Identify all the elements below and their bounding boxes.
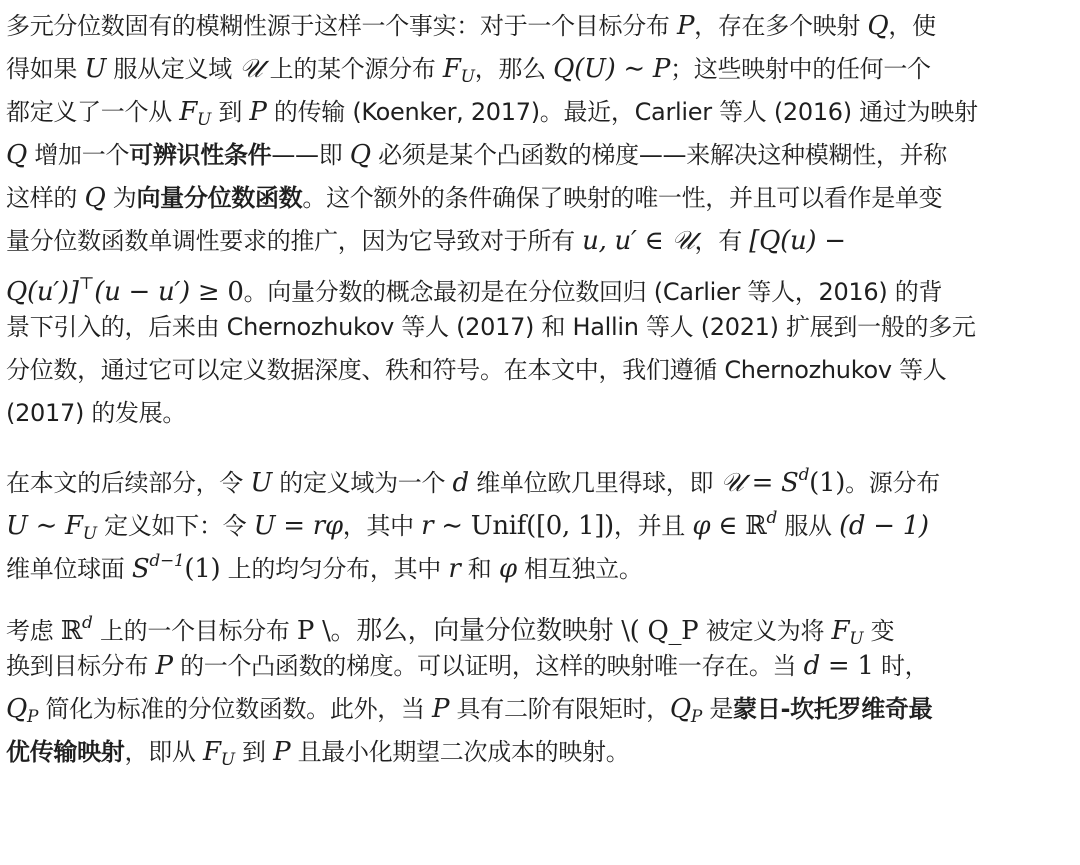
math-expression: Q: [867, 11, 889, 41]
math-expression: ℝ: [60, 616, 83, 646]
text-run: 在本文的后续部分，令: [6, 469, 251, 497]
math-expression: (1): [809, 468, 846, 498]
math-expression: 𝒰 = S: [720, 468, 799, 498]
text-run: ，即从: [124, 738, 203, 766]
text-run: 量分位数函数单调性要求的推广，因为它导致对于所有: [6, 227, 583, 255]
text-run: ，存在多个映射: [694, 12, 868, 40]
text-run: 这样的: [6, 184, 85, 212]
math-subscript: U: [82, 524, 97, 544]
math-expression: ℝ: [745, 511, 767, 541]
text-run: 必须是某个凸函数的梯度——来解决这种模糊性，并称: [370, 141, 947, 169]
text-line: [6, 349, 1072, 392]
math-expression: F: [179, 97, 197, 127]
math-expression: F: [831, 616, 850, 646]
math-expression: Q(u′)]: [6, 277, 79, 307]
math-expression: U: [250, 468, 272, 498]
math-subscript: U: [196, 110, 212, 130]
math-expression: Q: [669, 694, 691, 724]
math-superscript: d: [766, 508, 778, 528]
text-run: 具有二阶有限矩时，: [449, 695, 670, 723]
text-run: 服从定义域: [106, 55, 240, 83]
bold-term: 向量分位数函数: [136, 184, 303, 212]
text-line: [6, 263, 1072, 306]
text-run: 到: [211, 98, 250, 126]
text-run: 增加一个: [27, 141, 130, 169]
text-run: ，那么: [474, 55, 554, 83]
math-expression: (u − u′) ≥: [94, 277, 228, 307]
text-run: 换到目标分布: [6, 652, 156, 680]
text-run: 的一个凸函数的梯度。可以证明，这样的映射唯一存在。当: [172, 652, 804, 680]
text-run: ；这些映射中的任何一个: [670, 55, 931, 83]
text-run: 到: [234, 738, 274, 766]
math-superscript: d: [798, 465, 810, 485]
math-expression: r ∼: [421, 511, 471, 541]
text-run: 变: [863, 617, 895, 645]
text-run: 相互独立。: [516, 555, 643, 583]
text-line: [6, 5, 1072, 48]
text-run: 服从: [777, 512, 840, 540]
math-expression: 0: [227, 277, 244, 307]
text-run: 上的一个目标分布: [92, 617, 297, 645]
text-line: [6, 454, 1072, 497]
text-run: 且最小化期望二次成本的映射。: [290, 738, 630, 766]
math-expression: Q(U) ∼ P: [553, 54, 671, 84]
document-body: [6, 5, 1072, 774]
text-run: 维单位球面: [6, 555, 132, 583]
bold-term: 可辨识性条件: [129, 141, 272, 169]
text-run: 上的均匀分布，其中: [220, 555, 449, 583]
math-expression: 𝒰: [239, 54, 263, 84]
text-run: 是: [702, 695, 734, 723]
text-run: 的传输 (Koenker, 2017)。最近，Carlier 等人 (2016) 通过为映射: [266, 98, 978, 126]
math-expression: Unif([0, 1]): [470, 511, 614, 541]
math-expression: (1): [184, 554, 221, 584]
text-run: 维单位欧几里得球，即: [468, 469, 721, 497]
math-subscript: P: [690, 707, 703, 727]
text-run: ——即: [271, 141, 350, 169]
text-run: 上的某个源分布: [262, 55, 443, 83]
math-expression: d =: [803, 651, 858, 681]
math-expression: [Q(u) −: [749, 226, 846, 256]
paragraph-vector-quantile-ambiguity: [6, 5, 1072, 435]
math-expression: S: [131, 554, 150, 584]
bold-term: 蒙日-坎托罗维奇最: [733, 695, 933, 723]
math-expression: U = rφ: [253, 511, 343, 541]
text-run: 多元分位数固有的模糊性源于这样一个事实：对于一个目标分布: [6, 12, 677, 40]
text-run: 考虑: [6, 617, 61, 645]
text-run: 得如果: [6, 55, 85, 83]
text-line: [6, 731, 1072, 774]
math-expression: P \。那么，向量分位数映射 \( Q_P: [296, 616, 699, 646]
math-expression: Q: [349, 140, 371, 170]
text-run: 定义如下：令: [96, 512, 254, 540]
paragraph-source-distribution: [6, 454, 1072, 583]
math-expression: Q: [84, 183, 106, 213]
math-expression: P: [432, 694, 450, 724]
math-expression: F: [442, 54, 461, 84]
text-line: [6, 497, 1072, 544]
text-run: 简化为标准的分位数函数。此外，当: [38, 695, 433, 723]
math-expression: Q: [6, 140, 28, 170]
math-expression: φ: [498, 554, 517, 584]
text-run: ，使: [888, 12, 936, 40]
text-line: [6, 220, 1072, 263]
math-expression: P: [676, 11, 695, 41]
text-run: 景下引入的，后来由 Chernozhukov 等人 (2017) 和 Hallin 等人 (2021) 扩展到一般的多元: [6, 313, 976, 341]
math-subscript: P: [27, 707, 39, 727]
math-expression: U: [84, 54, 107, 84]
math-expression: r: [448, 554, 461, 584]
text-line: [6, 306, 1072, 349]
text-run: 和: [460, 555, 499, 583]
math-expression: F: [202, 737, 221, 767]
math-expression: (d − 1): [839, 511, 929, 541]
math-superscript: d: [82, 613, 93, 633]
text-line: [6, 540, 1072, 583]
text-run: 。这个额外的条件确保了映射的唯一性，并且可以看作是单变: [302, 184, 943, 212]
text-line: [6, 392, 1072, 435]
math-expression: 1: [857, 651, 874, 681]
math-expression: φ ∈: [692, 511, 746, 541]
math-expression: P: [249, 97, 267, 127]
text-run: 。源分布: [845, 469, 940, 497]
math-expression: P: [155, 651, 173, 681]
text-run: 的定义域为一个: [271, 469, 453, 497]
text-run: 都定义了一个从: [6, 98, 180, 126]
text-run: 被定义为将: [698, 617, 832, 645]
bold-term: 优传输映射: [6, 738, 125, 766]
text-line: [6, 48, 1072, 91]
text-run: (2017) 的发展。: [6, 399, 187, 427]
math-superscript: d−1: [149, 551, 185, 571]
text-line: [6, 645, 1072, 688]
text-run: ，有: [694, 227, 750, 255]
text-line: [6, 177, 1072, 220]
text-line: [6, 688, 1072, 731]
text-run: ，其中: [342, 512, 422, 540]
text-run: 。向量分数的概念最初是在分位数回归 (Carlier 等人，2016) 的背: [243, 278, 943, 306]
math-subscript: U: [849, 629, 864, 649]
text-run: 时，: [873, 652, 929, 680]
text-line: [6, 134, 1072, 177]
math-expression: P: [273, 737, 291, 767]
math-subscript: U: [220, 750, 235, 770]
text-run: ，并且: [613, 512, 693, 540]
math-expression: d: [452, 468, 469, 498]
text-run: 为: [105, 184, 137, 212]
math-expression: Q: [6, 694, 28, 724]
math-expression: u, u′ ∈ 𝒰: [582, 226, 695, 256]
math-subscript: U: [460, 67, 475, 87]
math-superscript: ⊤: [78, 274, 95, 294]
math-expression: U ∼ F: [6, 511, 83, 541]
text-line: [6, 91, 1072, 134]
text-run: 分位数，通过它可以定义数据深度、秩和符号。在本文中，我们遵循 Chernozhukov 等人: [6, 356, 947, 384]
text-line: [6, 602, 1072, 649]
paragraph-target-distribution: [6, 602, 1072, 774]
